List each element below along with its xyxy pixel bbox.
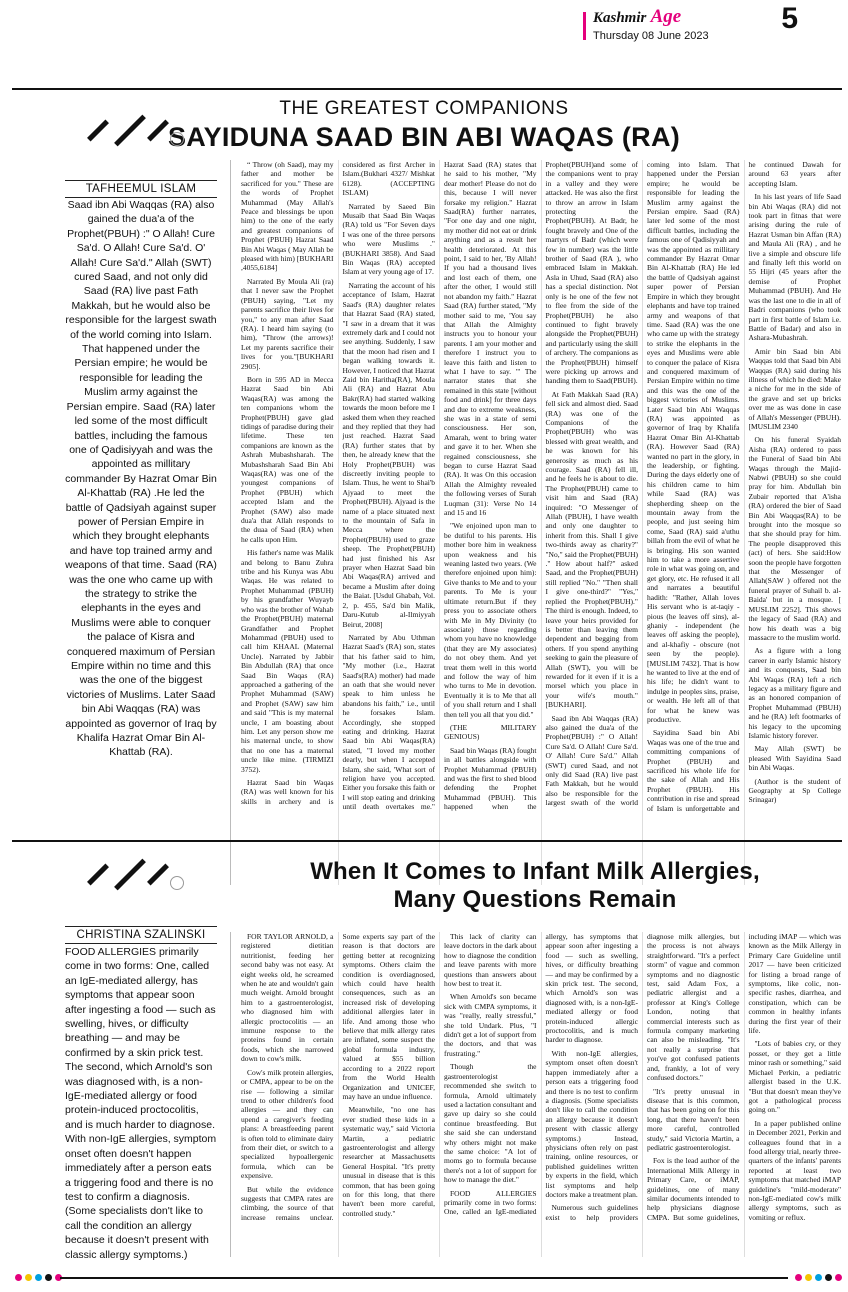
story1-paragraph: In his last years of life Saad bin Abi Waqas (RA) did not took part in fitnas that were arising during the rule of Hazrat Usman bin Affan (RA) and Maula Ali (RA) , and he live a simple and obscure life and finally left this world on 55 Hijri (45 years after the demise of Prophet Muhammad (PBUH). And He was the last one to die in all of Badri companions (who took part in first battle of Islam i.e. Battle of Badar) and also in Ashara-Mubashrah. — [748, 192, 841, 343]
story1-paragraph: His father's name was Malik and belong to Banu Zuhra tribe and his Kunya was Abu Waqas. He was related to Prophet Muhammad (PBUH) by his grandfather Wuyayb who was the brother of Wahab the Prophet(PBUH) maternal Grandfather and Prophet Mohammad (PBUH) used to call him KHAAL (Maternal Uncle). Narrated by Jabbir Bin Abdullah (RA) that once Saad Bin Waqas (RA) approached a gathering of the Prophet Muhammad (SAW) and Prophet (SAW) saw him and said "This is my maternal uncle, I am boasting about him. Let any person show me his maternal uncle, to show that no one has a maternal uncle like mine. (TIRMIZI 3752). — [241, 548, 334, 774]
story1-author: TAFHEEMUL ISLAM — [65, 180, 217, 198]
footer-color-dots-right — [795, 1274, 842, 1281]
story1-paragraph: (THE MILITARY GENIOUS) — [444, 722, 537, 742]
registration-dot — [45, 1274, 52, 1281]
newspaper-logo — [593, 8, 709, 27]
story2-paragraph: FOOD ALLERGIES primarily come in two forms: One, called an IgE-mediated allergy, has symptoms that appear soon after ingesting a food — such as swelling, hives, or difficulty breathing — and may be confirmed by a skin prick test. The second, which Arnold's son was diagnosed with, is a non-IgE-mediated allergy or food protein-induced allergic proctocolitis, and is much harder to diagnose. — [444, 932, 638, 1217]
registration-dot — [15, 1274, 22, 1281]
story2-paragraph: But while the evidence suggests that CMPA rates are climbing, the source of that increase remains unclear. Some experts say part of the reason is that doctors are getting better at recognizing symptoms. Others claim the condition is overdiagnosed, which could have health consequences, such as an increased risk of developing additional allergies later in life. And among those who believe that milk allergy rates are inflated, some suspect the global formula industry, valued at $55 billion according to a 2022 report from the World Health Organization and UNICEF, may have an undue influence. — [241, 932, 435, 1222]
story1-paragraph: Amir bin Saad bin Abi Waqqas told that Saad bin Abi Waqqas (RA) said during his illness of which he died: Make a niche for me in the side of the grave and set up bricks over me as was done in case of Allah's Messenger (PBUH). [MUSLIM 2340 — [748, 346, 841, 431]
logo-part-1: Kashmir — [593, 10, 647, 26]
registration-dot — [835, 1274, 842, 1281]
story1-paragraph: Hazrat Saad bin Waqas (RA) was well known for his skills in archery and is considered as first Archer in Islam.(Bukhari 4327/ Mishkat 6128). (ACCEPTING ISLAM) — [241, 160, 435, 806]
story1-paragraph: Narrated By Moula Ali (ra) that I never saw the Prophet (PBUH) saying, "Let my parents sacrifice their lives for you," to any man after Saad (RA). I heard him saying (to him), "Throw (the arrows)! Let my parents sacrifice their lives for you."[BUKHARI 2905]. — [241, 276, 334, 371]
story1-body — [241, 160, 841, 885]
story2-headline-line1: When It Comes to Infant Milk Allergies, — [310, 858, 760, 885]
ring-icon — [170, 876, 184, 890]
story1-paragraph: Born in 595 AD in Mecca Hazrat Saad bin Abi Waqas(RA) was among the ten companions whom the Prophet(PBUH) gave glad tidings of paradise during their lifetime. These ten companions are known as the Ashrah Mubashsharah. The Mubashsharah Saad Bin Abi Waqas(RA) was one of the youngest companions of Prophet (PBUH) which accepted Islam and the Prophet (SAW) also made dua'a that Allah responds to the duaa of Saad (RA) when he calls upon Him. — [241, 374, 334, 544]
story2-paragraph: With non-IgE allergies, symptom onset often doesn't happen immediately after a person eats a triggering food and there is no test to confirm a diagnosis. (Some specialists don't like to call the condition an allergy because it doesn't present with classic allergy symptoms.) Instead, physicians often rely on past training, online resources, or published guidelines written by experts in the field, which list symptoms and help doctors make a treatment plan. — [545, 1048, 638, 1199]
registration-dot — [25, 1274, 32, 1281]
story1-paragraph: On his funeral Syaidah Aisha (RA) ordered to pass the Funeral of Saad bin Abi Waqas through the Majid-Nabwi (PBUH) so she could pray for him. Abdullah bin Zubair reported that A'isha (RA) ordered the bier of Saad Bin Abi Waqqas(RA) to be brought into the mosque so that she should pray for him. The people disapproved this (act) of hers. She said:How soon the people have forgotten that the Messenger of Allah(SAW ) offered not the funeral prayer of Suhail b. al-Baida' but in a mosque. [ MUSLIM 2252]. This shows the legacy of Saad (RA) and how his death was a big massacre to the muslim world. — [748, 435, 841, 642]
issue-date: Thursday 08 June 2023 — [593, 30, 709, 42]
story1-pull-quote: Saad ibn Abi Waqqas (RA) also gained the dua'a of the Prophet(PBUH) :" O Allah! Cure Sa'd. O Allah! Cure Sa'd. O' Allah! Cure Sa'd." Allah (SWT) cured Saad, and not only did Saad (RA) live past Fath Makkah, but he would also be responsible for the largest swath of the world coming into Islam. That happened under the Persian empire; he would be responsible for leading the Muslim army against the Persian empire. Saad (RA) later led some of the most difficult battles, including the famous one of Qadisiyyah and was the appointed as millitary commander By Hazrat Omar Bin Al-Khattab (RA) .He led the battle of Qadsiyah against super power of Persian Empire in which they brought elephants and have top trained army and weapons of that time. Saad (RA) was the one who came up with the strategy to strike the elephants in the eyes and Muslims were able to conquer the palace of Kisra and conquered maximum of Persian Empire within no time and this was the one of the biggest victories of Muslims. Later Saad bin Abi Waqqas (RA) was appointed as governor of Iraq by Khalifa Hazrat Omar Bin Al-Khattab (RA). — [65, 199, 217, 759]
story2-paragraph: FOR TAYLOR ARNOLD, a registered dietitian nutritionist, feeding her second baby was not easy. At eight weeks old, he screamed when he ate and wouldn't gain much weight. Arnold brought him to a gastroenterologist, who diagnosed him with allergic proctocolitis — an immune response to the proteins found in certain foods, which she narrowed down to cow's milk. — [241, 932, 334, 1064]
registration-dot — [825, 1274, 832, 1281]
story1-paragraph: Saad ibn Abi Waqqas (RA) also gained the dua'a of the Prophet(PBUH) :" O Allah! Cure Sa'd. O Allah! Cure Sa'd. O' Allah! Cure Sa'd." Allah (SWT) cured Saad, and not only did Saad (RA) live past Fath Makkah, but he would also be responsible for the largest swath of the world coming into Islam. That happened under the Persian empire; he would be responsible for leading the Muslim army against the Persian empire. Saad (RA) later led some of the most difficult battles, including the famous one of Qadisiyyah and was the appointed as millitary commander By Hazrat Omar Bin Al-Khattab (RA) He led the battle of Qadsiyah against super power of Persian Empire in which they brought elephants and have top trained army and weapons of that time. Saad (RA) was the one who came up with the strategy to strike the elephants in the eyes and Muslims were able to conquer the palace of Kisra and conquered maximum of Persian Empire within no time and this was the one of the biggest victories of Muslims. Later Saad bin Abi Waqqas (RA) was appointed as governor of Iraq by Khalifa Hazrat Omar Bin Al-Khattab (RA). However Saad (RA) wanted no part in the glory, in the leadership, or fighting. During the days elderly one of his children came to him while Saad (RA) was shepherding sheep on the mountain away from the people, and just seeing him come, Saad (RA) said a'uthu billah from the evil of what he is bringing. His son wanted him to take a more assertive role in what was going on, and get glory, etc. He refused it all and narrates a beautiful hadith: "Rather, Allah loves His servant who is at-taqiy - pious (he leaves off sins), al-ghaniy - independent (he leaves off asking the people), and al-khafiy - obscure (not seen by the people). [MUSLIM 7432]. That is how he wanted to live at the end of his life; he didn't want to indulge in peoples sins, praise, or wealth. He left all of that for what he knew was productive. — [545, 160, 740, 808]
story2-paragraph: "It's pretty unusual in disease that is this common, that has been going on for this long, that there haven't been more careful, controlled study," said Victoria Martin, a pediatric gastroenterologist. — [647, 1086, 740, 1152]
story2-pull-quote: FOOD ALLERGIES primarily come in two forms: One, called an IgE-mediated allergy, has symptoms that appear soon after ingesting a food — such as swelling, hives, or difficulty breathing — and may be confirmed by a skin prick test. The second, which Arnold's son was diagnosed with, is a non-IgE-mediated allergy or food protein-induced proctocolitis, and is much harder to diagnose. With non-IgE allergies, symptom onset often doesn't happen immediately after a person eats a triggering food and there is no test to confirm a diagnosis. (Some specialists don't like to call the condition an allergy because it doesn't present with classic allergy symptoms.) — [65, 946, 217, 1261]
story1-paragraph: At Fath Makkah Saad (RA) fell sick and almost died. Saad (RA) was one of the Companions of the Prophet(PBUH) who was blessed with great wealth, and he was known for his generosity as much as his courage. Saad (RA) fell ill, and he feels he is about to die. The Prophet(PBUH) came to visit him and Saad (RA) inquired: "O Messenger of Allah (PBUH), I have wealth and only one daughter to inherit from this. Shall I give two-thirds away as charity?" "No," said the Prophet(PBUH) ." How about half?" asked Saad, and the Prophet(PBUH) still replied "No." "Then shall I give one-third?" "Yes," replied the Prophet(PBUH)." The third is enough. Indeed, to leave your heirs provided for is better than leaving them dependent and begging from others. If you spend anything seeking to gain the pleasure of Allah (SWT), you will be rewarded for it even if it is a morsel which you place in your wife's mouth." [BUKHARI]. — [545, 389, 638, 710]
logo-part-2: Age — [650, 6, 682, 27]
top-rule — [12, 88, 842, 90]
story1-paragraph: Narrated by Abu Uthman Hazrat Saad's (RA) son, states that his father said to him, "My mother (i.e., Hazrat Saad's(RA) mother) had made an oath that she would never speak to him unless he abandons his faith," i.e., until he forsakes Islam. Accordingly, she stopped eating and drinking. Hazrat Saad bin Abi Waqas(RA) stated, "I loved my mother dearly, but when I accepted Islam, she said, 'What sort of religion have you accepted. Either you forsake this faith or I will stop eating and drinking until death overtakes me." Hazrat Saad (RA) states that he said to his mother, "My dear mother! Please do not do this, because I will never forsake my religion." Hazrat Saad(RA) further narrates, "For one day and one night, my mother did not eat or drink anything and as a result her health deteriorated. At this point, I said to her, 'By Allah! If you had a thousand lives and lost each of them, one after the other, I would still not abandon my faith." Hazrat Saad (RA) further stated, "My mother said to me, 'You say that Allah the Almighty instructs you to honour your parents. I am your mother and therefore I instruct you to leave this faith and listen to what I have to say. '" The narrator states that she remained in this state [without food and drink] for three days and due to extreme weakness, she was in a state of semi consciousness. Her son, Amarah, went to bring water and gave it to her. When she regained consciousness, she began to curse Hazrat Saad (RA). It was On this occasion Allah the Almighty revealed the following verses of Surah Luqman (31): Verse No 14 and 15 and 16 — [342, 160, 537, 812]
pen-icon — [87, 864, 109, 886]
pen-icon — [114, 859, 146, 891]
story2-headline — [230, 858, 840, 914]
footer-color-dots-left — [15, 1274, 62, 1281]
story1-column-divider — [230, 160, 231, 885]
story1-paragraph: Saad bin Waqas (RA) fought in all battles alongside with Prophet Muhammad (PBUH) and was the first to shed blood defending the Prophet Muhammad (PBUH). This happened when the Prophet(PBUH)and some of the companions went to pray in a valley and they were attacked. He was also the first to throw an arrow in Islam protecting the Prophet(PBUH). At Badr, he fought bravely and One of the martyrs of Badr (which were few in number) was the little brother of Saad (RA ), who embraced Islam in Makkah. Asla in Uhud, Saad (RA) also has a special distinction. Not only is he one of the few not to flee from the side of the Prophet(PBUH) he also continued to fight bravely alongside the Prophet(PBUH) and particularly using the skill of archery. The companions as the Prophet(PBUH) himself were picking up arrows and handing them to Saad(PBUH). — [444, 160, 638, 812]
registration-dot — [35, 1274, 42, 1281]
story2-body — [241, 932, 841, 1257]
story1-paragraph: "We enjoined upon man to be dutiful to his parents. His mother bore him in weakness upon weakness and his weaning lasted two years. (We therefore enjoined upon him): Give thanks to Me and to your parents. To Me is your ultimate return.But if they press you to associate others with Me in My Divinity (to associate) those regarding whom you have no knowledge (that they are My associates) do not obey them. And yet treat them well in this world and follow the way of him who turns to Me in devotion. Eventually it is to Me that all of you shall return and I shall then tell you all that you did." — [444, 521, 537, 719]
story1-paragraph: (Author is the student of Geography at Sp College Srinagar) — [748, 776, 841, 805]
story1-kicker: THE GREATEST COMPANIONS — [279, 98, 569, 119]
story1-paragraph: As a figure with a long career in early Islamic history and its conquests, Saad bin Abi Waqas (RA) left a rich legacy as a military figure and as an honored companion of Prophet Muhammad (PBUH) and he (RA) left footmarks of his legacy to the upcoming Islamic history forever. — [748, 646, 841, 740]
story2-paragraph: Cow's milk protein allergies, or CMPA, appear to be on the rise — following a similar trend to other children's food allergies — and they can upend a caregiver's feeding plans: A breastfeeding parent is often told to eliminate dairy from their diet, or switch to a specialized hypoallergenic formula, which can be expensive. — [241, 1067, 334, 1181]
registration-dot — [815, 1274, 822, 1281]
pen-icon — [147, 864, 169, 886]
story-separator-rule — [12, 840, 842, 842]
story2-paragraph: Though the gastroenterologist recommended she switch to formula, Arnold ultimately used a lactation consultant and gave up dairy so she could continue breastfeeding. But she said she can understand why others might not make the same choice: "A lot of moms go to formula because there's not a lot of support for how to manage the diet." — [444, 1062, 537, 1185]
story2-author: CHRISTINA SZALINSKI — [65, 926, 217, 944]
registration-dot — [795, 1274, 802, 1281]
masthead — [583, 2, 798, 44]
story1-paragraph: Narrated by Saeed Bin Musaib that Saad Bin Waqas (RA) told us "For Seven days I was one of the three persons who were Muslims ." (BUKHARI 3858). And Saad Bin Waqas (RA) accepted Islam at very young age of 17. — [342, 201, 435, 277]
story2-paragraph: Meanwhile, "no one has ever studied these kids in a systematic way," said Victoria Martin, a pediatric gastroenterologist and allergy researcher at Massachusetts General Hospital. "It's pretty unusual in disease that is this common, that has been going on for this long, that there haven't been more careful, controlled study." — [342, 1105, 435, 1218]
story2-paragraph: Numerous such guidelines exist to help providers diagnose milk allergies, but the process is not always straightforward. "It's a perfect storm" of vague and common symptoms and no diagnostic test, said Adam Fox, a pediatric allergist and a professor at King's College London, noting that commercial interests such as formula company marketing can also be misleading. "It's not really a surprise that you've got confused patients and, frankly, a lot of very confused doctors." — [545, 932, 740, 1222]
registration-dot — [805, 1274, 812, 1281]
story2-paragraph: Fox is the lead author of the International Milk Allergy in Primary Care, or iMAP, guidelines, one of many similar documents intended to help physicians diagnose CMPA. But some guidelines, including iMAP — which was known as the Milk Allergy in Primary Care Guideline until 2017 — have been criticized for listing a broad range of symptoms, like colic, non-specific rashes, diarrhea, and constipation, which can be common in healthy infants during the first year of their life. — [647, 932, 841, 1222]
story2-paragraph: This lack of clarity can leave doctors in the dark about how to diagnose the condition and leave parents with more questions than answers about how best to treat it. — [444, 932, 537, 989]
page-number: 5 — [781, 2, 798, 35]
footer-rule — [60, 1277, 788, 1279]
story1-paragraph: May Allah (SWT) be pleased With Sayidina Saad bin Abi Waqas. — [748, 744, 841, 773]
ring-icon — [170, 132, 184, 146]
story2-column-divider — [230, 932, 231, 1257]
masthead-brand — [593, 8, 709, 42]
masthead-accent-rule — [583, 12, 586, 40]
story1-paragraph: “ Throw (oh Saad), may my father and mother be sacrificed for you." These are the words of Prophet Muhammad (May Allah's Peace and blessings be upon him) to the one of the early and greatest companions of Prophet (PBUH) Hazrat Saad Bin Abi Waqas ( May Allah be pleased with him) [BUKHARI ,4055,6184] — [241, 160, 334, 273]
story2-paragraph: When Arnold's son became sick with CMPA symptoms, it was "really, really stressful," she told Undark. Plus, "I didn't get a lot of support from the doctors, and that was frustrating." — [444, 992, 537, 1058]
story1-headline: SAYIDUNA SAAD BIN ABI WAQAS (RA) — [167, 122, 681, 152]
story2-paragraph: "Lots of babies cry, or they posset, or they get a little minor rash or something," said Michael Perkin, a pediatric allergist based in the U.K. "But that doesn't mean they've got a pathological process going on." — [748, 1039, 841, 1115]
story2-headline-line2: Many Questions Remain — [393, 886, 677, 913]
story1-paragraph: Sayidina Saad bin Abi Waqas was one of the true and committing companions of Prophet (PBUH) and sacrificed his whole life for the sake of Allah and His Prophet (PBUH). His contribution in rise and spread of Islam is unforgettable and he continued Dawah for around 63 years after accepting Islam. — [647, 160, 841, 813]
story1-paragraph: Narrating the account of his acceptance of Islam, Hazrat Saad's (RA) daughter relates that Hazrat Saad (RA) stated, "I saw in a dream that it was extremely dark and I could not see anything. Suddenly, I saw that the moon had risen and I began walking towards it. However, I noticed that Hazrat Zaid bin Haritha(RA), Moula Ali (RA) and Hazrat Abu Bakr(RA) had started walking towards the moon before me I asked them when they reached and they replied that they had just reached. Hazrat Saad (RA) further states that by then, he already knew that the Holy Prophet(PBUH) was discreetly inviting people to Islam. Thus, he went to Shai'b Ajyaad to meet the Prophet(PBUH). Ajyaad is the name of a place situated next to the mountain of Safa in Mecca where the Prophet(PBUH) used to graze sheep. The Prophet(PBUH) had just finished his Asr prayer when Hazrat Saad bin Abi Waqas(RA) arrived and became a Muslim after doing the Baiat. [Usdul Ghabah, Vol. 2, p. 455, Sa'd bin Malik, Daru-Kutub al-Ilmiyyah Beirut, 2008] — [342, 280, 435, 629]
story2-paragraph: In a paper published online in December 2021, Perkin and colleagues found that in a food allergy trial, nearly three-quarters of the infants' parents reported at least two symptoms that matched iMAP guideline's "mild-moderate" non-IgE-mediated cow's milk allergy symptoms, such as vomiting or reflux. — [748, 1118, 841, 1222]
